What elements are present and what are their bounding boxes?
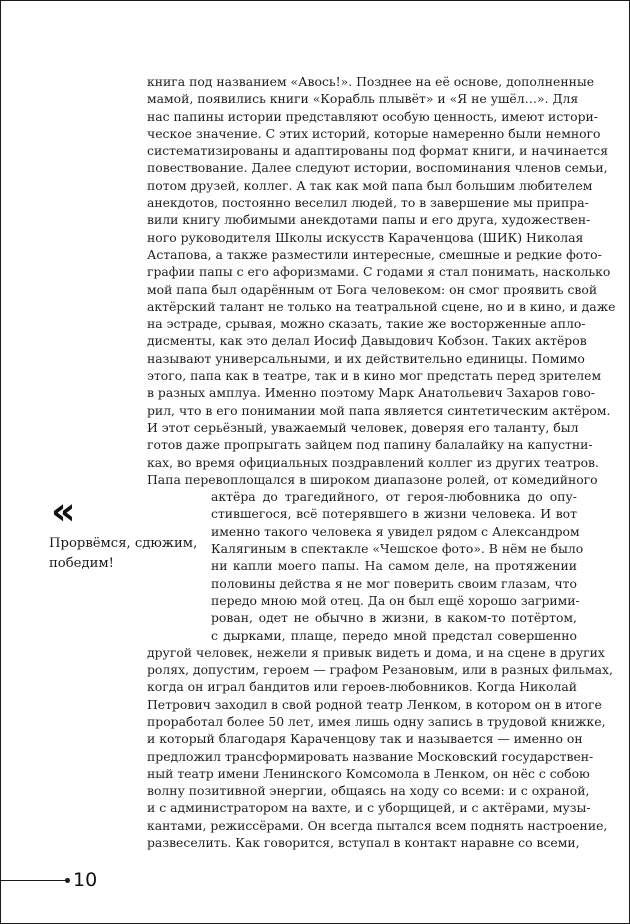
text-line: ролях, допустим, героем — графом Резановым, или в разных фильмах,	[147, 662, 613, 678]
pull-quote: Прорвёмся, сдюжим, победим!	[49, 536, 198, 571]
text-line: готов даже пропрыгать зайцем под папину балалайку на капустни-	[147, 437, 593, 453]
page-number-dot	[65, 878, 70, 883]
text-line: именно такого человека я увидел рядом с Александром	[211, 523, 580, 539]
text-line: рил, что в его понимании мой папа является синтетическим актёром.	[147, 402, 611, 418]
text-line: Петрович заходил в свой родной театр Ленком, в котором он в итоге	[147, 696, 602, 712]
text-line: называют универсальными, и их действительно единицы. Помимо	[147, 350, 585, 366]
text-line: кантами, режиссёрами. Он всегда пытался всем поднять настроение,	[147, 817, 608, 833]
text-line: мой папа был одарённым от Бога человеком: он смог проявить свой	[147, 281, 598, 297]
text-line: рован, одет не обычно в жизни, в каком-то потёртом,	[211, 610, 577, 626]
text-line: проработал более 50 лет, имея лишь одну запись в трудовой книжке,	[147, 713, 606, 729]
text-line: дисменты, как это делал Иосиф Давыдович Кобзон. Таких актёров	[147, 333, 587, 349]
text-line: стившегося, всё потерявшего в жизни человека. И вот	[211, 506, 577, 522]
text-line: анекдотов, постоянно веселил людей, то в завершение мы припра-	[147, 195, 589, 211]
text-line: предложил трансформировать название Московский государствен-	[147, 748, 594, 764]
main-text-column	[147, 73, 616, 851]
text-line: Папа перевоплощался в широком диапазоне ролей, от комедийного	[147, 471, 598, 487]
text-line: вили книгу любимыми анекдотами папы и его друга, художествен-	[147, 212, 591, 228]
text-line: актёра до трагедийного, от героя-любовника до опу-	[211, 489, 577, 505]
text-line: Калягиным в спектакле «Чешское фото». В нём не было	[211, 541, 584, 557]
text-line: Астапова, а также разместили интересные, смешные и редкие фото-	[147, 246, 602, 262]
text-line: волну позитивной энергии, общаясь на ходу со всеми: и с охраной,	[147, 783, 590, 799]
text-line: на эстраде, срывая, можно сказать, такие же восторженные апло-	[147, 316, 586, 332]
text-line: ках, во время официальных поздравлений коллег из других театров.	[147, 454, 599, 470]
text-line: повествование. Далее следуют истории, воспоминания членов семьи,	[147, 160, 608, 176]
text-line: И этот серьёзный, уважаемый человек, доверяя его таланту, был	[147, 419, 579, 435]
text-line: актёрский талант не только на театральной сцене, но и в кино, и даже	[147, 298, 616, 314]
text-line: с дырками, плаще, передо мной предстал совершенно	[211, 627, 577, 643]
text-line: нас папины истории представляют особую ценность, имеют истори-	[147, 108, 598, 124]
text-line: передо мною мой отец. Да он был ещё хорошо загрими-	[211, 592, 580, 608]
quote-mark-icon: «	[51, 489, 72, 533]
page-number: 10	[73, 869, 98, 891]
text-line: графии папы с его афоризмами. С годами я стал понимать, насколько	[147, 264, 611, 280]
text-line: ни капли моего папы. На самом деле, на протяжении	[211, 558, 577, 574]
text-line: потом друзей, коллег. А так как мой папа был большим любителем	[147, 177, 593, 193]
page-number-rule	[1, 880, 67, 881]
text-line: ный театр имени Ленинского Комсомола в Ленком, он нёс с собою	[147, 765, 590, 781]
text-line: и с администратором на вахте, и с уборщицей, и с актёрами, музы-	[147, 800, 591, 816]
text-line: когда он играл бандитов или героев-любовников. Когда Николай	[147, 679, 577, 695]
text-line: систематизированы и адаптированы под формат книги, и начинается	[147, 143, 609, 159]
text-line: ческое значение. С этих историй, которые намеренно были немного	[147, 125, 601, 141]
text-line: другой человек, нежели я привык видеть и дома, и на сцене в других	[147, 644, 605, 660]
text-line: этого, папа как в театре, так и в кино мог предстать перед зрителем	[147, 368, 602, 384]
text-line: в разных амплуа. Именно поэтому Марк Анатольевич Захаров гово-	[147, 385, 595, 401]
text-line: развеселить. Как говорится, вступал в контакт наравне со всеми,	[147, 835, 580, 851]
text-line: половины действа я не мог поверить своим глазам, что	[211, 575, 577, 591]
text-line: книга под названием «Авось!». Позднее на её основе, дополненные	[147, 74, 595, 89]
text-line: ного руководителя Школы искусств Караченцова (ШИК) Николая	[147, 229, 584, 245]
text-line: мамой, появились книги «Корабль плывёт» и «Я не ушёл…». Для	[147, 91, 579, 107]
text-line: и который благодаря Караченцову так и называется — именно он	[147, 731, 583, 747]
